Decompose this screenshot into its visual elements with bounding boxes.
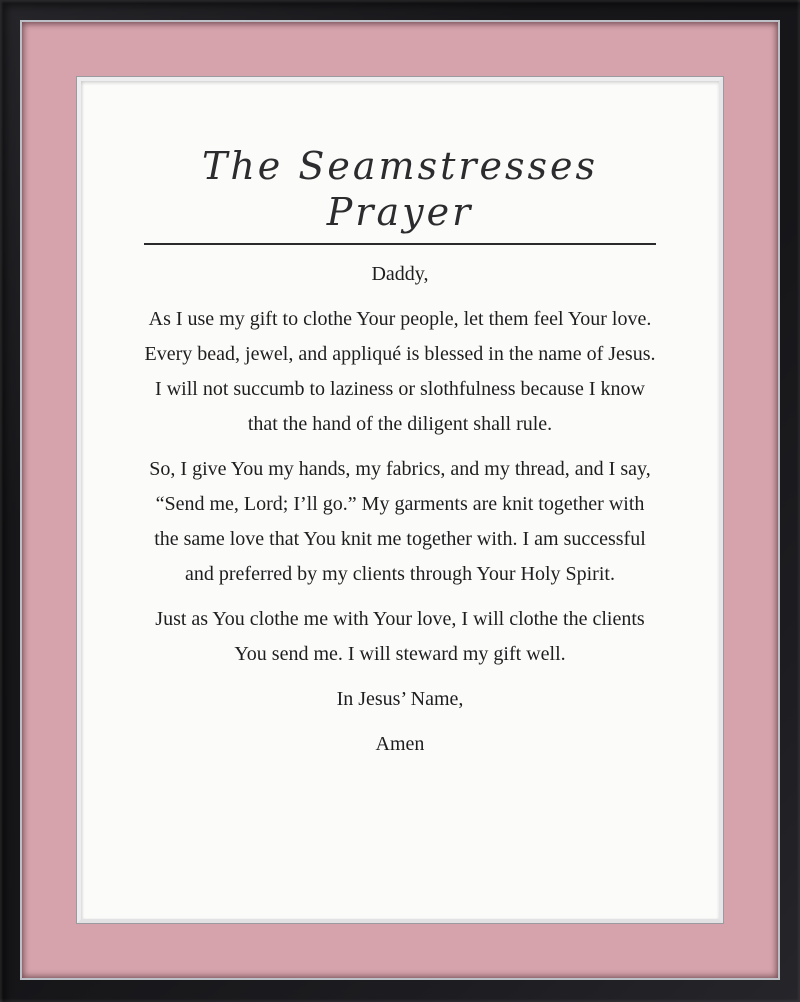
page-title: The Seamstresses Prayer bbox=[144, 143, 656, 245]
paragraph-2: So, I give You my hands, my fabrics, and my thread, and I say, “Send me, Lord; I’ll go.” My garments are knit together with the same love that You knit me together with. I am successful and preferred by my clients through Your Holy Spirit. bbox=[149, 458, 651, 585]
mat-border bbox=[20, 20, 780, 980]
paragraph-1: As I use my gift to clothe Your people, let them feel Your love. Every bead, jewel, and appliqué is blessed in the name of Jesus. I will not succumb to laziness or slothfulness because I know that the hand of the diligent shall rule. bbox=[144, 308, 656, 435]
signoff: Amen bbox=[375, 733, 425, 755]
closing-line: In Jesus’ Name, bbox=[336, 688, 464, 710]
prayer-body bbox=[144, 257, 656, 762]
salutation: Daddy, bbox=[371, 263, 429, 285]
paragraph-3: Just as You clothe me with Your love, I will clothe the clients You send me. I will steward my gift well. bbox=[155, 608, 645, 665]
prayer-document bbox=[77, 77, 723, 923]
